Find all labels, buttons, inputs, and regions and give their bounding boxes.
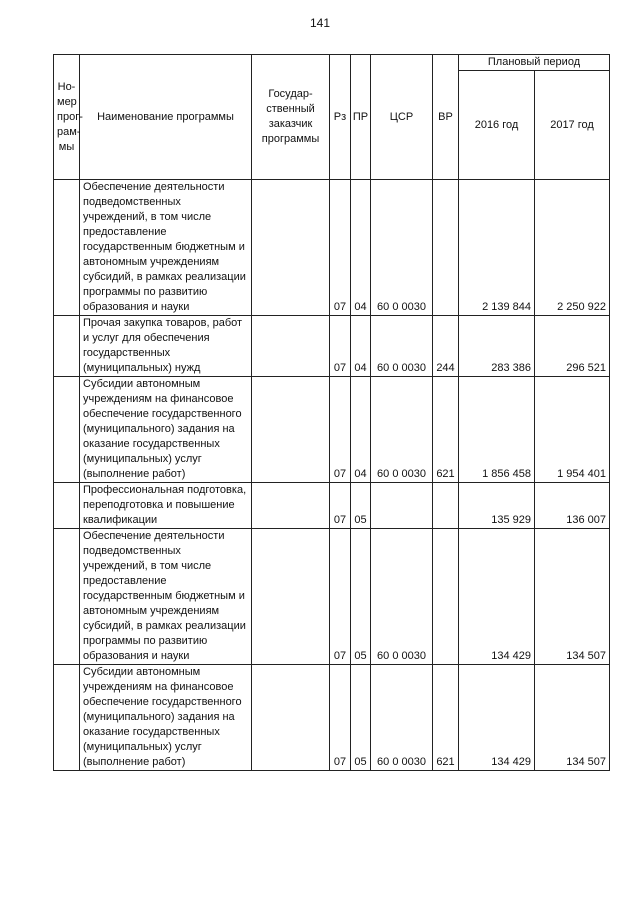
- row-2016: 2 139 844: [459, 180, 535, 316]
- row-vr: 244: [433, 316, 459, 377]
- row-vr: 621: [433, 377, 459, 483]
- row-program-name: Обеспечение деятельности подведомственных учреждений, в том числе предоставление государственным бюджетным и автономным учреждениям субсидий, в рамках реализации программы по развитию образования и науки: [80, 529, 252, 665]
- row-rz: 07: [330, 483, 351, 529]
- table-row: [54, 529, 610, 665]
- row-csr: 60 0 0030: [371, 665, 433, 771]
- row-rz: 07: [330, 377, 351, 483]
- header-program-name: Наименование программы: [80, 55, 252, 180]
- row-csr: 60 0 0030: [371, 377, 433, 483]
- row-2017: 136 007: [535, 483, 610, 529]
- row-2016: 134 429: [459, 529, 535, 665]
- row-csr: 60 0 0030: [371, 180, 433, 316]
- row-program-name: Прочая закупка товаров, работ и услуг для обеспечения государственных (муниципальных) нужд: [80, 316, 252, 377]
- row-program-number: [54, 483, 80, 529]
- row-program-number: [54, 316, 80, 377]
- row-program-name: Обеспечение деятельности подведомственных учреждений, в том числе предоставление государственным бюджетным и автономным учреждениям субсидий, в рамках реализации программы по развитию образования и науки: [80, 180, 252, 316]
- row-program-number: [54, 529, 80, 665]
- row-program-name: Субсидии автономным учреждениям на финансовое обеспечение государственного (муниципального) задания на оказание государственных (муниципальных) услуг (выполнение работ): [80, 377, 252, 483]
- row-pr: 05: [351, 529, 371, 665]
- header-rz: Рз: [330, 55, 351, 180]
- table-row: [54, 180, 610, 316]
- row-2017: 296 521: [535, 316, 610, 377]
- row-rz: 07: [330, 665, 351, 771]
- row-pr: 05: [351, 665, 371, 771]
- row-customer: [252, 529, 330, 665]
- row-program-number: [54, 377, 80, 483]
- row-program-number: [54, 665, 80, 771]
- table-row: [54, 377, 610, 483]
- row-2017: 134 507: [535, 529, 610, 665]
- row-csr: 60 0 0030: [371, 529, 433, 665]
- row-program-number: [54, 180, 80, 316]
- row-rz: 07: [330, 180, 351, 316]
- header-planned-period: Плановый период: [459, 55, 610, 71]
- page-number: 141: [309, 16, 331, 30]
- row-customer: [252, 316, 330, 377]
- table-row: [54, 316, 610, 377]
- header-program-number: Но-мер прог-рам-мы: [54, 55, 80, 180]
- row-vr: 621: [433, 665, 459, 771]
- row-program-name: Субсидии автономным учреждениям на финансовое обеспечение государственного (муниципального) задания на оказание государственных (муниципальных) услуг (выполнение работ): [80, 665, 252, 771]
- table-row: [54, 483, 610, 529]
- row-program-name: Профессиональная подготовка, переподготовка и повышение квалификации: [80, 483, 252, 529]
- row-2016: 1 856 458: [459, 377, 535, 483]
- row-2017: 2 250 922: [535, 180, 610, 316]
- row-customer: [252, 665, 330, 771]
- row-csr: [371, 483, 433, 529]
- row-2016: 135 929: [459, 483, 535, 529]
- row-vr: [433, 180, 459, 316]
- row-rz: 07: [330, 316, 351, 377]
- header-pr: ПР: [351, 55, 371, 180]
- header-2016: 2016 год: [459, 71, 535, 180]
- row-customer: [252, 180, 330, 316]
- row-pr: 05: [351, 483, 371, 529]
- header-customer: Государ-ственный заказчик программы: [252, 55, 330, 180]
- row-csr: 60 0 0030: [371, 316, 433, 377]
- row-customer: [252, 483, 330, 529]
- row-pr: 04: [351, 316, 371, 377]
- row-2017: 134 507: [535, 665, 610, 771]
- header-vr: ВР: [433, 55, 459, 180]
- header-csr: ЦСР: [371, 55, 433, 180]
- row-2016: 283 386: [459, 316, 535, 377]
- row-vr: [433, 483, 459, 529]
- budget-table: [53, 54, 610, 771]
- table-row: [54, 665, 610, 771]
- row-vr: [433, 529, 459, 665]
- row-pr: 04: [351, 377, 371, 483]
- row-2016: 134 429: [459, 665, 535, 771]
- row-customer: [252, 377, 330, 483]
- row-rz: 07: [330, 529, 351, 665]
- header-2017: 2017 год: [535, 71, 610, 180]
- row-2017: 1 954 401: [535, 377, 610, 483]
- row-pr: 04: [351, 180, 371, 316]
